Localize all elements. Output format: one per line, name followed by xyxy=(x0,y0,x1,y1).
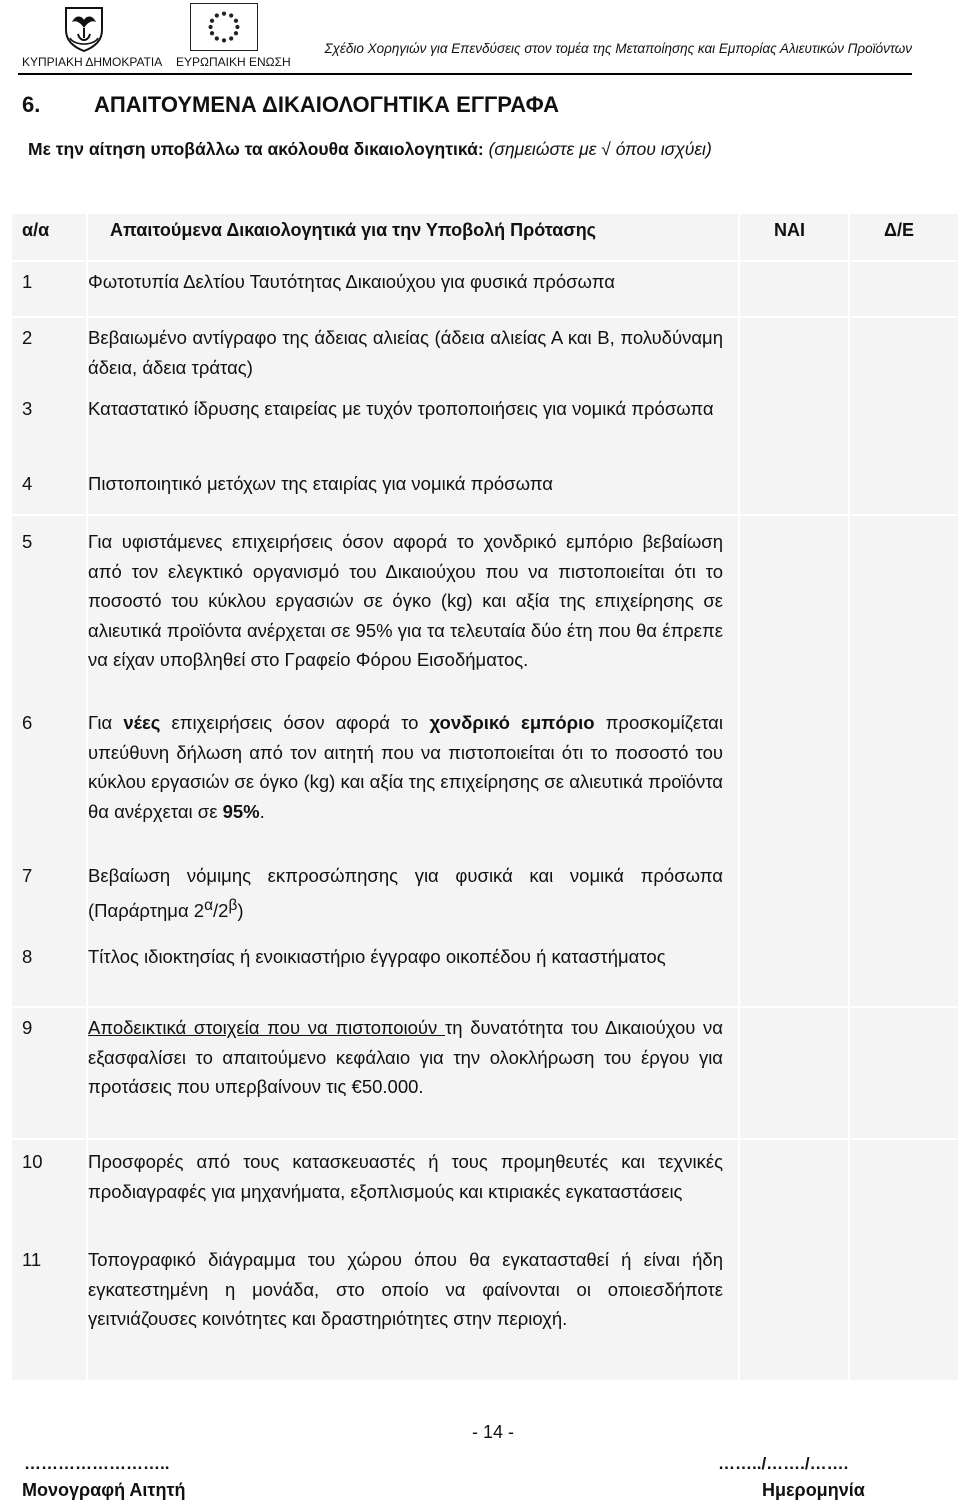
row-6-text-new-bold: νέες xyxy=(123,712,161,733)
rows-5-8-yes-cell[interactable] xyxy=(740,516,848,1006)
row-5-number: 5 xyxy=(22,531,33,552)
row-10-number: 10 xyxy=(22,1151,43,1172)
row-9-text-rest: τη δυνατότητα του Δικαιούχου να εξασφαλίσει το απαιτούμενο κεφάλαιο για την ολοκλήρωση του έργου για προτάσεις που υπερβαίνουν τις €50.000. xyxy=(88,1017,724,1098)
row-7-text-part-3: ) xyxy=(237,899,244,921)
row-6-text-wholesale-bold: χονδρικό εμπόριο xyxy=(429,712,595,733)
column-header-yes: ΝΑΙ xyxy=(774,220,805,240)
scheme-title: Σχέδιο Χορηγιών για Επενδύσεις στον τομέα της Μεταποίησης και Εμπορίας Αλιευτικών Προϊόντων xyxy=(324,41,912,56)
row-6-text xyxy=(88,708,723,826)
row-5-text: Για υφιστάμενες επιχειρήσεις όσον αφορά το χονδρικό εμπόριο βεβαίωση από τον ελεγκτικό οργανισμό του Δικαιούχου που να πιστοποιείται ότι το ποσοστό του κύκλου εργασιών σε όγκο (kg) και αξία της επιχείρησης σε αλιευτικά προϊόντα ανέρχεται σε 95% για τα τελευταία δύο έτη που θα έπρεπε να είχαν υποβληθεί στο Γραφείο Φόρου Εισοδήματος. xyxy=(88,531,723,671)
column-header-na: Δ/Ε xyxy=(884,220,914,240)
section-title: ΑΠΑΙΤΟΥΜΕΝΑ ΔΙΚΑΙΟΛΟΓΗΤΙΚΑ ΕΓΓΡΑΦΑ xyxy=(94,92,559,117)
rows-5-8-na-cell[interactable] xyxy=(850,516,958,1006)
row-9-na-cell[interactable] xyxy=(850,1008,958,1138)
row-7-sup-alpha: α xyxy=(204,896,213,914)
intro-italic: (σημειώστε με √ όπου ισχύει) xyxy=(488,139,712,159)
row-9-text xyxy=(88,1013,723,1102)
rows-5-8-num-cell xyxy=(12,516,86,1006)
row-7-number: 7 xyxy=(22,865,33,886)
rows-10-11-yes-cell[interactable] xyxy=(740,1140,848,1380)
row-4-text: Πιστοποιητικό μετόχων της εταιρίας για νομικά πρόσωπα xyxy=(88,473,553,494)
row-8-text: Τίτλος ιδιοκτησίας ή ενοικιαστήριο έγγραφο οικοπέδου ή καταστήματος xyxy=(88,946,666,967)
european-union-label: ΕΥΡΩΠΑΙΚΗ ΕΝΩΣΗ xyxy=(176,55,291,69)
cyprus-republic-label: ΚΥΠΡΙΑΚΗ ΔΗΜΟΚΡΑΤΙΑ xyxy=(22,55,163,69)
column-header-document: Απαιτούμενα Δικαιολογητικά για την Υποβολή Πρότασης xyxy=(110,220,597,240)
row-6-text-part-3: επιχειρήσεις όσον αφορά το xyxy=(160,712,430,733)
signature-label: Μονογραφή Αιτητή xyxy=(22,1480,186,1500)
row-6-text-part-7: . xyxy=(259,800,265,822)
page-number: - 14 - xyxy=(472,1422,515,1442)
row-7-text xyxy=(88,861,723,925)
row-2-number: 2 xyxy=(22,327,33,348)
row-9-text-underlined: Αποδεικτικά στοιχεία που να πιστοποιούν xyxy=(88,1017,445,1038)
date-line[interactable]: ……../……./……. xyxy=(718,1454,849,1473)
row-1-yes-cell[interactable] xyxy=(740,262,848,316)
row-1-text: Φωτοτυπία Δελτίου Ταυτότητας Δικαιούχου για φυσικά πρόσωπα xyxy=(88,271,615,292)
row-3-number: 3 xyxy=(22,398,33,419)
row-6-text-percent-bold: 95% xyxy=(222,800,260,822)
section-number: 6. xyxy=(22,92,41,117)
row-1-number: 1 xyxy=(22,271,33,292)
row-9-number: 9 xyxy=(22,1017,33,1038)
row-11-number: 11 xyxy=(22,1249,42,1270)
rows-2-4-na-cell[interactable] xyxy=(850,318,958,514)
rows-2-4-yes-cell[interactable] xyxy=(740,318,848,514)
intro-bold: Με την αίτηση υποβάλλω τα ακόλουθα δικαιολογητικά: xyxy=(28,139,484,159)
row-6-text-part-1: Για xyxy=(88,712,124,733)
row-9-yes-cell[interactable] xyxy=(740,1008,848,1138)
row-7-text-part-1: Βεβαίωση νόμιμης εκπροσώπησης για φυσικά και νομικά πρόσωπα (Παράρτημα 2 xyxy=(88,865,723,921)
column-header-aa: α/α xyxy=(22,220,50,240)
rows-10-11-na-cell[interactable] xyxy=(850,1140,958,1380)
row-11-text: Τοπογραφικό διάγραμμα του χώρου όπου θα εγκατασταθεί ή είναι ήδη εγκατεστημένη η μονάδα, στο οποίο να φαίνονται οι οποιεσδήποτε γειτνιάζουσες κοινότητες και δραστηριότητες στην περιοχή. xyxy=(88,1249,723,1330)
row-10-text: Προσφορές από τους κατασκευαστές ή τους προμηθευτές και τεχνικές προδιαγραφές για μηχανήματα, εξοπλισμούς και κτιριακές εγκαταστάσεις xyxy=(88,1151,723,1202)
row-8-number: 8 xyxy=(22,946,33,967)
row-7-text-part-2: /2 xyxy=(213,899,229,921)
date-label: Ημερομηνία xyxy=(762,1480,865,1500)
row-3-text: Καταστατικό ίδρυσης εταιρείας με τυχόν τροποποιήσεις για νομικά πρόσωπα xyxy=(88,398,714,419)
row-6-number: 6 xyxy=(22,712,33,733)
row-1-na-cell[interactable] xyxy=(850,262,958,316)
signature-line[interactable]: …………………….. xyxy=(24,1454,170,1473)
row-7-sup-beta: β xyxy=(228,896,238,914)
row-6-text-part-5: προσκομίζεται υπεύθυνη δήλωση από τον αιτητή που να πιστοποιείται ότι το ποσοστό του κύκλου εργασιών σε όγκο (kg) και αξία της επιχείρησης σε αλιευτικά προϊόντα θα ανέρχεται σε xyxy=(88,712,723,822)
row-2-text: Βεβαιωμένο αντίγραφο της άδειας αλιείας (άδεια αλιείας Α και Β, πολυδύναμη άδεια, άδεια τράτας) xyxy=(88,327,723,378)
row-4-number: 4 xyxy=(22,473,33,494)
